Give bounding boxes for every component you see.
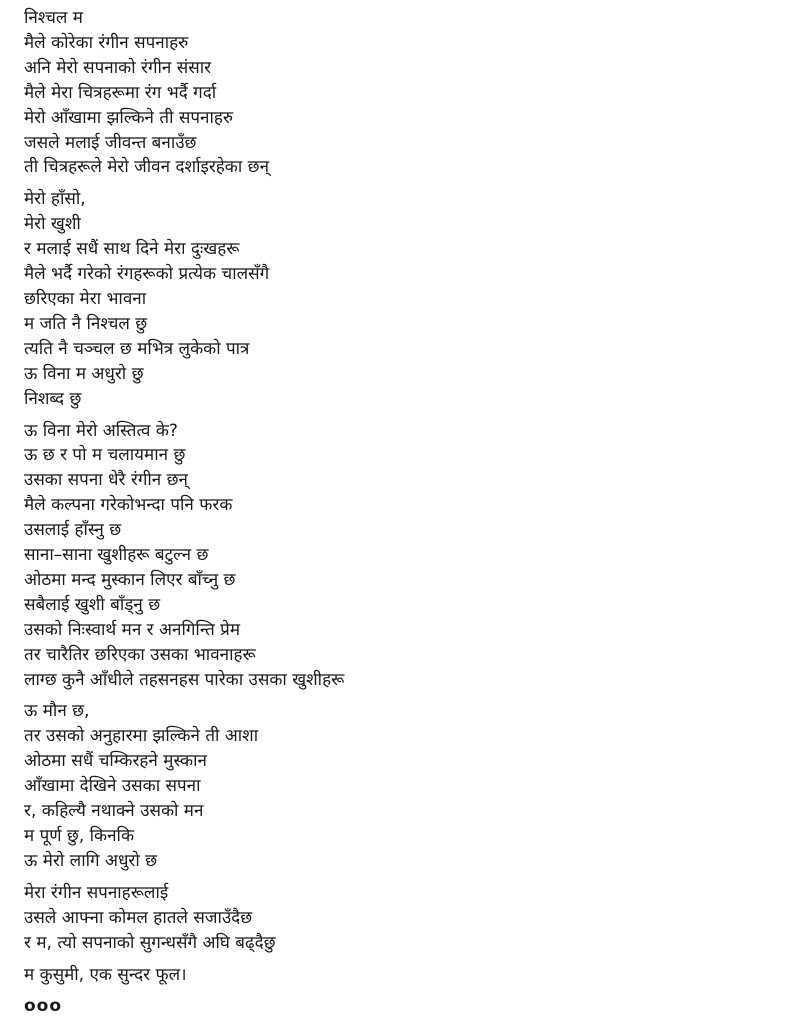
poem-line: ऊ विना मेरो अस्तित्व के? bbox=[24, 420, 178, 441]
poem-line: ऊ मेरो लागि अधुरो छ bbox=[24, 850, 158, 871]
stanza bbox=[24, 6, 764, 180]
end-mark: ooo bbox=[24, 996, 63, 1017]
poem-line: उसले आफ्ना कोमल हातले सजाउँदैछ bbox=[24, 907, 253, 928]
poem-line: मेरो आँखामा झल्किने ती सपनाहरु bbox=[24, 107, 234, 128]
poem-line: निश्चल म bbox=[24, 8, 83, 28]
poem-line: आँखामा देखिने उसका सपना bbox=[24, 776, 201, 797]
poem-line: मेरो हाँसो, bbox=[24, 189, 86, 210]
poem-line: मैले कल्पना गरेकोभन्दा पनि फरक bbox=[24, 495, 233, 516]
poem-line: मैले मेरा चित्रहरूमा रंग भर्दै गर्दा bbox=[24, 82, 217, 103]
poem-line: साना–साना खुशीहरू बटुल्न छ bbox=[24, 545, 209, 566]
poem-line: र मलाई सधैं साथ दिने मेरा दुःखहरू bbox=[24, 239, 240, 260]
poem-line: म कुसुमी, एक सुन्दर फूल। bbox=[24, 964, 187, 985]
poem-line: ओठमा सधैं चम्किरहने मुस्कान bbox=[24, 751, 207, 772]
poem-line: म पूर्ण छु, किनकि bbox=[24, 826, 134, 846]
stanza bbox=[24, 419, 764, 693]
poem bbox=[24, 6, 764, 1019]
stanza bbox=[24, 963, 764, 988]
poem-line: ऊ छ र पो म चलायमान छु bbox=[24, 445, 186, 466]
poem-line: तर उसको अनुहारमा झल्किने ती आशा bbox=[24, 726, 259, 747]
poem-line: र म, त्यो सपनाको सुगन्धसँगै अघि बढ्दैछु bbox=[24, 932, 276, 953]
poem-line: लाग्छ कुनै आँधीले तहसनहस पारेका उसका खुशीहरू bbox=[24, 669, 345, 690]
poem-line: मेरो खुशी bbox=[24, 214, 81, 235]
stanza bbox=[24, 699, 764, 873]
poem-line: उसलाई हाँस्नु छ bbox=[24, 520, 122, 541]
poem-line: मेरा रंगीन सपनाहरूलाई bbox=[24, 882, 169, 903]
poem-line: त्यति नै चञ्चल छ मभित्र लुकेको पात्र bbox=[24, 338, 250, 359]
poem-line: छरिएका मेरा भावना bbox=[24, 288, 147, 309]
poem-line: मैले कोरेका रंगीन सपनाहरु bbox=[24, 32, 189, 53]
poem-line: जसले मलाई जीवन्त बनाउँछ bbox=[24, 132, 197, 153]
poem-line: ओठमा मन्द मुस्कान लिएर बाँच्नु छ bbox=[24, 569, 236, 590]
stanza bbox=[24, 881, 764, 956]
poem-line: सबैलाई खुशी बाँड्नु छ bbox=[24, 594, 161, 615]
poem-line: उसको निःस्वार्थ मन र अनगिन्ति प्रेम bbox=[24, 619, 241, 640]
poem-line: मैले भर्दै गरेको रंगहरूको प्रत्येक चालसँगै bbox=[24, 264, 270, 285]
poem-line: उसका सपना धेरै रंगीन छन् bbox=[24, 470, 188, 491]
poem-line: अनि मेरो सपनाको रंगीन संसार bbox=[24, 57, 212, 78]
poem-line: ऊ विना म अधुरो छु bbox=[24, 363, 144, 384]
poem-line: म जति नै निश्चल छु bbox=[24, 313, 148, 334]
poem-line: ऊ मौन छ, bbox=[24, 701, 90, 722]
poem-line: तर चारैतिर छरिएका उसका भावनाहरू bbox=[24, 644, 256, 665]
poem-line: निशब्द छु bbox=[24, 388, 82, 409]
poem-line: र, कहिल्यै नथाक्ने उसको मन bbox=[24, 801, 204, 822]
stanza bbox=[24, 187, 764, 411]
poem-line: ती चित्रहरूले मेरो जीवन दर्शाइरहेका छन् bbox=[24, 157, 270, 178]
